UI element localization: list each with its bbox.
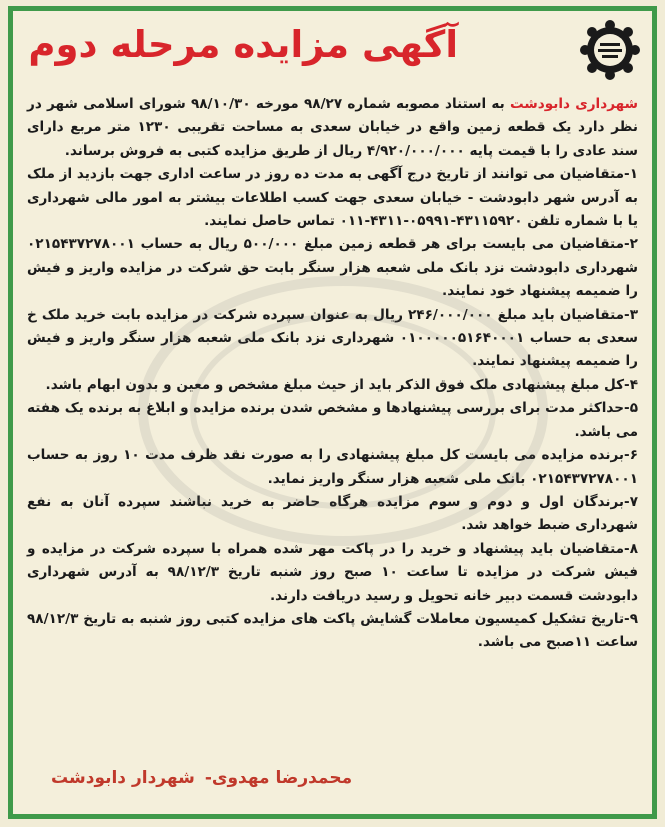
signature-name: محمدرضا مهدوی- [204,768,353,788]
notice-item-1: ۱-متقاضیان می توانند از تاریخ درج آگهی به مدت ده روز در ساعت اداری جهت بازدید از ملک به آدرس شهر دابودشت - خیابان سعدی جهت کسب اطلاعات بیشتر به امور مالی شهرداری یا با شماره تلفن ۴۳۱۱۵۹۲۰-۰۵۹۹۱-۴۳۱۱-۰۱۱ تماس حاصل نمایند. [27,166,638,230]
signature [41,768,352,788]
notice-item-4: ۴-کل مبلغ پیشنهادی ملک فوق الذکر باید از حیث مبلغ مشخص و معین و بدون ابهام باشد. [45,376,638,393]
notice-header [27,17,638,91]
signature-title: شهردار دابودشت [51,768,195,788]
notice-title: آگهی مزایده مرحله دوم [28,23,458,66]
notice-item-3: ۳-متقاضیان باید مبلغ ۲۴۶/۰۰۰/۰۰۰ ریال به عنوان سپرده شرکت در مزایده بابت خرید ملک خ سعدی به حساب ۰۱۰۰۰۰۰۵۱۶۴۰۰۰۱ شهرداری نزد بانک ملی شعبه هزار سنگر واریز و فیش را ضمیمه پیشنهاد نمایند. [27,306,639,370]
notice-lead: شهرداری دابودشت [510,96,638,112]
notice-body [27,93,638,655]
notice-item-2: ۲-متقاضیان می بایست برای هر قطعه زمین مبلغ ۵۰۰/۰۰۰ ریال به حساب ۰۲۱۵۴۳۷۲۷۸۰۰۱ شهرداری دابودشت نزد بانک ملی شعبه هزار سنگر بابت حق شرکت در مزایده واریز و فیش را ضمیمه پیشنهاد خود نمایند. [27,236,638,300]
notice-intro-text: به استناد مصوبه شماره ۹۸/۲۷ مورخه ۹۸/۱۰/۳۰ شورای اسلامی شهر در نظر دارد یک قطعه زمین واقع در خیابان سعدی به مساحت تقریبی ۱۲۳۰ متر مربع دارای سند عادی را با قیمت پایه ۴/۹۲۰/۰۰۰/۰۰۰ ریال از طریق مزایده کتبی به فروش برساند. [27,96,638,159]
notice-frame [8,6,657,819]
notice-item-8: ۸-متقاضیان باید پیشنهاد و خرید را در پاکت مهر شده همراه با سپرده شرکت در مزایده و فیش شرکت در مزایده تا ساعت ۱۰ صبح روز شنبه تاریخ ۹۸/۱۲/۳ به آدرس شهرداری دابودشت قسمت دبیر خانه تحویل و رسید دریافت دارند. [27,540,638,604]
notice-item-5: ۵-حداکثر مدت برای بررسی پیشنهادها و مشخص شدن برنده مزایده و ابلاغ به برنده یک هفته می باشد. [27,400,638,440]
municipality-logo-icon [578,19,642,81]
notice-item-9: ۹-تاریخ تشکیل کمیسیون معاملات گشایش پاکت های مزایده کتبی روز شنبه به تاریخ ۹۸/۱۲/۳ ساعت ۱۱صبح می باشد. [27,610,638,651]
notice-intro [27,93,638,163]
notice-item-6: ۶-برنده مزایده می بایست کل مبلغ پیشنهادی را به صورت نقد ظرف مدت ۱۰ روز به حساب ۰۲۱۵۴۳۷۲۷۸۰۰۱ بانک ملی شعبه هزار سنگر واریز نماید. [27,447,638,487]
notice-item-7: ۷-برندگان اول و دوم و سوم مزایده هرگاه حاضر به خرید نباشند سپرده آنان به نفع شهرداری ضبط خواهد شد. [27,493,638,534]
